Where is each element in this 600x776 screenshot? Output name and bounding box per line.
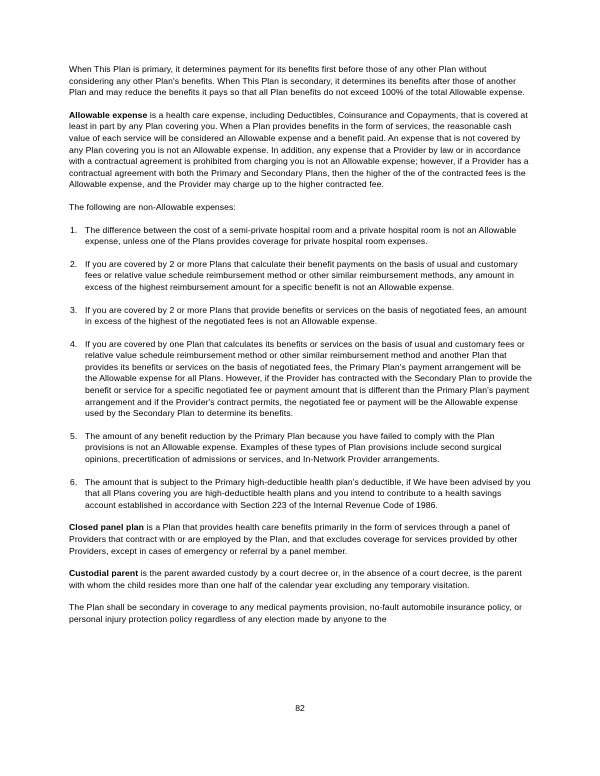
page-number: 82 <box>295 703 305 713</box>
definition-allowable-expense-body: is a health care expense, including Deductibles, Coinsurance and Copayments, that is covered at least in part by any Plan covering you. When a Plan provides benefits in the form of services, the reasonable cash value of each service will be considered an Allowable expense and a benefit paid. An expense that is not covered by any Plan covering you is not an Allowable expense. In addition, any expense that a Provider by law or in accordance with a contractual agreement is prohibited from charging you is not an Allowable expense; however, if a Provider has a contractual agreement with both the Primary and Secondary Plans, then the higher of the of the contracted fees is the Allowable expense, and the Provider may charge up to the higher contracted fee. <box>69 109 529 190</box>
list-item-text: If you are covered by one Plan that calculates its benefits or services on the basis of usual and customary fees or relative value schedule reimbursement method or other similar reimbursement method and another Plan that provides its benefits or services on the basis of negotiated fees, the Primary Plan's payment arrangement will be the Allowable expense for all Plans. However, if the Provider has contracted with the Secondary Plan to provide the benefit or service for a specific negotiated fee or payment amount that is different than the Primary Plan's payment arrangement and if the Provider's contract permits, the negotiated fee or payment will be the Allowable expense used by the Secondary Plan to determine its benefits. <box>85 338 532 419</box>
term-allowable-expense: Allowable expense <box>69 109 148 120</box>
definition-closed-panel-plan <box>69 522 532 557</box>
page-content <box>69 64 532 637</box>
term-custodial-parent: Custodial parent <box>69 568 139 579</box>
list-lead-in-non-allowable-expenses: The following are non-Allowable expenses: <box>69 201 236 212</box>
list-item-marker: 5. <box>70 430 78 441</box>
list-item <box>69 477 532 512</box>
paragraph-primary-secondary-determination: When This Plan is primary, it determines payment for its benefits first before those of any other Plan without considering any other Plan's benefits. When This Plan is secondary, it determines its benefits after those of another Plan and may reduce the benefits it pays so that all Plan benefits do not exceed 100% of the total Allowable expense. <box>69 64 525 98</box>
list-item-text: The difference between the cost of a semi-private hospital room and a private hospital room is not an Allowable expense, unless one of the Plans provides coverage for private hospital room expenses. <box>85 224 517 247</box>
definition-closed-panel-plan-body: is a Plan that provides health care benefits primarily in the form of services through a panel of Providers that contract with or are employed by the Plan, and that excludes coverage for services provided by other Providers, except in cases of emergency or referral by a panel member. <box>69 522 518 556</box>
list-item-text: If you are covered by 2 or more Plans that provide benefits or services on the basis of negotiated fees, an amount in excess of the highest of the negotiated fees is not an Allowable expense. <box>85 304 527 327</box>
list-item <box>69 431 532 466</box>
list-item-marker: 6. <box>70 476 78 487</box>
definition-custodial-parent-body: is the parent awarded custody by a court decree or, in the absence of a court decree, is the parent with whom the child resides more than one half of the calendar year excluding any temporary visitation. <box>69 568 522 590</box>
list-item <box>69 259 532 294</box>
list-item <box>69 339 532 420</box>
term-closed-panel-plan: Closed panel plan <box>69 522 144 533</box>
list-item-marker: 3. <box>70 304 78 315</box>
paragraph-secondary-coverage-closing: The Plan shall be secondary in coverage to any medical payments provision, no-fault automobile insurance policy, or personal injury protection policy regardless of any election made by anyone to the <box>69 602 523 624</box>
list-item-text: The amount of any benefit reduction by the Primary Plan because you have failed to comply with the Plan provisions is not an Allowable expense. Examples of these types of Plan provisions include second surgical opinions, precertification of admissions or services, and In-Network Provider arrangements. <box>85 430 502 465</box>
list-item <box>69 225 532 248</box>
list-item-marker: 4. <box>70 338 78 349</box>
list-item-marker: 2. <box>70 258 78 269</box>
list-item-marker: 1. <box>70 224 78 235</box>
non-allowable-expenses-list <box>69 225 532 512</box>
definition-custodial-parent <box>69 568 532 591</box>
definition-allowable-expense <box>69 110 532 191</box>
list-item-text: If you are covered by 2 or more Plans that calculate their benefit payments on the basis of usual and customary fees or relative value schedule reimbursement method or other similar reimbursement methods, any amount in excess of the highest reimbursement amount for a specific benefit is not an Allowable expense. <box>85 258 518 292</box>
list-item <box>69 305 532 328</box>
list-item-text: The amount that is subject to the Primary high-deductible health plan's deductible, if We have been advised by you that all Plans covering you are high-deductible health plans and you intend to contribute to a health savings account established in accordance with Section 223 of the Internal Revenue Code of 1986. <box>85 476 531 510</box>
